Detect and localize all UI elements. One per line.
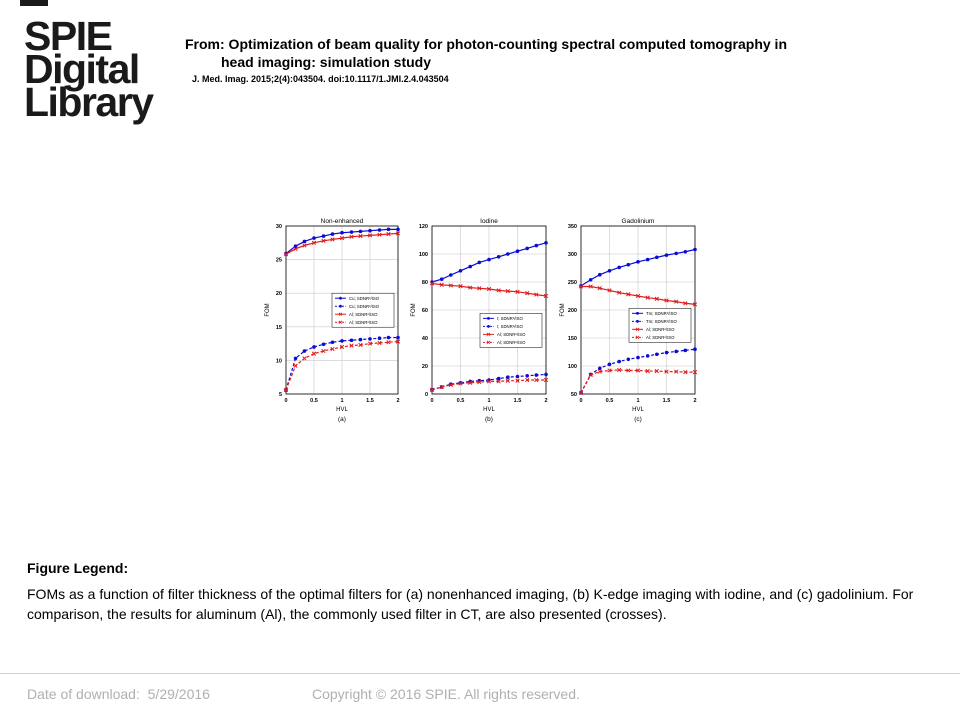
data-point: [340, 339, 344, 343]
data-point: [396, 336, 400, 340]
data-point: [674, 252, 678, 256]
legend-text: FOMs as a function of filter thickness of the optimal filters for (a) nonenhanced imaging, (b) K-edge imaging with iodine, and (c) gadolinium. For comparison, the results for aluminum (Al), the commonly used filter in CT, are also presented (crosses).: [27, 586, 914, 622]
data-point: [294, 357, 298, 361]
data-point: [617, 266, 621, 270]
data-point: [693, 347, 697, 351]
y-axis-label: FOM: [560, 303, 566, 317]
legend-entry: I; SDNR²/ISO: [497, 315, 523, 321]
data-point: [646, 354, 650, 358]
date-value: 5/29/2016: [147, 686, 210, 702]
y-tick-label: 20: [275, 291, 282, 298]
data-point: [506, 375, 510, 379]
date-label: Date of download:: [27, 686, 140, 702]
x-tick-label: 0: [284, 398, 288, 404]
x-tick-label: 0: [430, 398, 434, 404]
logo-line-1: SPIE: [24, 13, 112, 59]
panel-label: (b): [485, 416, 493, 423]
data-point: [655, 256, 659, 260]
citation: J. Med. Imag. 2015;2(4):043504. doi:10.1117/1.JMI.2.4.043504: [192, 74, 449, 84]
y-tick-label: 100: [418, 252, 428, 258]
data-point: [636, 356, 640, 360]
legend-heading: Figure Legend:: [27, 560, 129, 576]
data-point: [322, 342, 326, 346]
legend-entry: Al; SDNR²/ISO: [646, 334, 675, 340]
panel-label: (a): [338, 416, 346, 423]
data-point: [598, 366, 602, 370]
legend-entry: Al; SDNR²/ISO: [646, 326, 675, 332]
x-tick-label: 2: [693, 398, 697, 404]
x-tick-label: 1: [487, 398, 491, 404]
legend-entry: Cu; SDNR²/ISO: [349, 303, 380, 309]
spie-logo[interactable]: [24, 13, 154, 125]
data-point: [359, 230, 363, 234]
x-tick-label: 2: [544, 398, 548, 404]
legend-marker: [636, 320, 639, 323]
x-tick-label: 1: [340, 398, 344, 404]
data-point: [303, 357, 307, 361]
y-tick-label: 80: [421, 280, 428, 286]
x-tick-label: 0.5: [456, 398, 465, 404]
panel-title: Gadolinium: [621, 218, 655, 225]
data-point: [350, 338, 354, 342]
data-point: [535, 373, 539, 377]
y-axis-label: FOM: [265, 303, 271, 317]
data-point: [636, 260, 640, 264]
x-tick-label: 2: [396, 398, 400, 404]
y-tick-label: 150: [567, 336, 577, 342]
top-bar: [20, 0, 48, 6]
y-tick-label: 50: [570, 392, 577, 398]
data-point: [478, 261, 482, 265]
data-point: [516, 249, 520, 253]
y-tick-label: 300: [567, 252, 577, 258]
data-point: [312, 345, 316, 349]
y-tick-label: 250: [567, 280, 577, 286]
y-tick-label: 10: [275, 358, 282, 365]
y-tick-label: 40: [421, 336, 428, 342]
x-axis-label: HVL: [483, 407, 495, 413]
x-tick-label: 1.5: [513, 398, 522, 404]
footer-divider: [0, 673, 960, 674]
legend-marker: [487, 325, 490, 328]
y-axis-label: FOM: [411, 303, 417, 317]
data-point: [368, 337, 372, 341]
data-point: [487, 258, 491, 262]
legend-entry: Cu; SDNR²/ISO: [349, 295, 380, 301]
y-tick-label: 30: [275, 224, 282, 230]
panel-2: [560, 218, 697, 423]
panel-label: (c): [634, 416, 642, 423]
data-point: [331, 232, 335, 236]
logo-line-3: Library: [24, 79, 153, 125]
y-tick-label: 5: [278, 392, 282, 398]
panel-title: Iodine: [480, 218, 498, 225]
x-tick-label: 0: [579, 398, 583, 404]
data-point: [617, 360, 621, 364]
download-date: [27, 686, 210, 702]
data-point: [396, 228, 400, 232]
copyright: Copyright © 2016 SPIE. All rights reserved.: [312, 686, 580, 702]
x-tick-label: 0.5: [605, 398, 614, 404]
data-point: [535, 244, 539, 248]
y-tick-label: 200: [567, 308, 577, 314]
data-point: [459, 269, 463, 273]
y-tick-label: 120: [418, 224, 428, 230]
legend-entry: Tm; SDNR²/ISO: [646, 318, 677, 324]
data-point: [684, 349, 688, 353]
y-tick-label: 100: [567, 364, 577, 370]
data-point: [627, 357, 631, 361]
y-tick-label: 20: [421, 364, 428, 370]
data-point: [693, 248, 697, 252]
legend-marker: [487, 317, 490, 320]
legend-marker: [636, 312, 639, 315]
x-tick-label: 0.5: [310, 398, 318, 404]
data-point: [655, 352, 659, 356]
data-point: [378, 336, 382, 340]
data-point: [359, 338, 363, 342]
data-point: [608, 269, 612, 273]
title-line-1: From: Optimization of beam quality for photon-counting spectral computed tomography in: [185, 36, 787, 52]
data-point: [350, 230, 354, 234]
data-point: [378, 228, 382, 232]
data-point: [368, 229, 372, 233]
logo-line-2: Digital: [24, 46, 139, 92]
data-point: [440, 277, 444, 281]
y-tick-label: 15: [275, 324, 282, 331]
data-point: [544, 241, 548, 245]
data-point: [608, 363, 612, 367]
data-point: [516, 375, 520, 379]
title-line-2: head imaging: simulation study: [221, 54, 432, 70]
legend-entry: Al; SDNR²/ISO: [497, 339, 526, 345]
data-point: [303, 349, 307, 353]
y-tick-label: 0: [424, 392, 428, 398]
legend-entry: Tm; SDNR²/ISO: [646, 310, 677, 316]
legend-marker: [339, 305, 342, 308]
panel-0: [265, 218, 400, 423]
data-point: [598, 273, 602, 277]
y-tick-label: 350: [567, 224, 577, 230]
legend-entry: Al; SDNR²/ISO: [349, 319, 378, 325]
x-axis-label: HVL: [336, 407, 348, 413]
data-point: [322, 234, 326, 238]
data-point: [646, 258, 650, 262]
data-point: [684, 250, 688, 254]
legend-entry: Al; SDNR²/ISO: [497, 331, 526, 337]
data-point: [387, 228, 391, 232]
data-point: [387, 336, 391, 340]
data-point: [544, 373, 548, 377]
data-point: [497, 255, 501, 259]
y-tick-label: 25: [275, 257, 282, 264]
data-point: [589, 278, 593, 282]
data-point: [674, 350, 678, 354]
x-tick-label: 1.5: [662, 398, 671, 404]
data-point: [525, 374, 529, 378]
data-point: [303, 240, 307, 244]
panel-1: [411, 218, 548, 423]
legend-entry: I; SDNR²/ISO: [497, 323, 523, 329]
y-tick-label: 60: [421, 308, 428, 314]
data-point: [468, 265, 472, 269]
data-point: [665, 351, 669, 355]
x-axis-label: HVL: [632, 407, 644, 413]
x-tick-label: 1: [636, 398, 640, 404]
article-title: [185, 35, 905, 71]
legend-marker: [339, 297, 342, 300]
figure-panels: [258, 210, 703, 435]
data-point: [331, 340, 335, 344]
data-point: [525, 247, 529, 251]
data-point: [506, 252, 510, 256]
data-point: [312, 236, 316, 240]
x-tick-label: 1.5: [366, 398, 374, 404]
data-point: [449, 273, 453, 277]
data-point: [627, 263, 631, 267]
data-point: [340, 231, 344, 235]
panel-title: Non-enhanced: [320, 218, 364, 225]
legend-entry: Al; SDNR²/ISO: [349, 311, 378, 317]
data-point: [665, 253, 669, 257]
data-point: [294, 364, 298, 368]
